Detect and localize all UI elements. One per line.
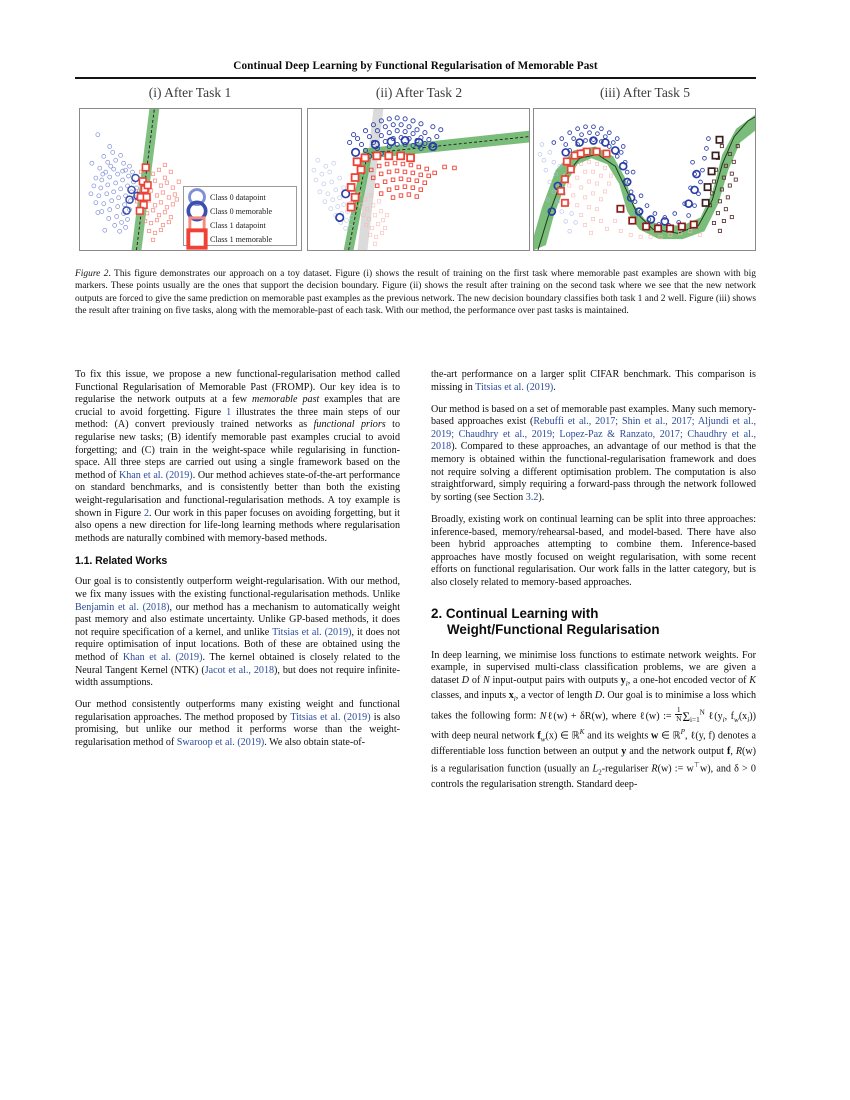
math-symbol-l: L [592,763,599,775]
legend-item-class1-memorable [184,232,294,246]
math-symbol-f2: f [726,746,731,758]
eq-n: N [539,710,547,722]
eq-part-5: , f [724,710,735,722]
text-run: is also promising, but unlike our method it performs worse than the weight-regularisation method of [75,711,401,749]
text-emph: functional priors [313,419,386,431]
figure-caption-text: . This figure demonstrates our approach on a toy dataset. Figure (i) shows the result of training on the first task where memorable past examples are shown with big markers. These points usually are the ones that support the decision boundary. Figure (ii) shows the result after training on the second task where we see that the new network outputs are forced to give the same prediction on memorable past examples as the previous network. The new decision boundary classifies both task 1 and 2 well. Figure (iii) shows the result after training on five tasks, along with the memorable-past of each task. With our method, the performance over past tasks is maintained. [75,269,756,317]
math-symbol-w: w [651,730,659,742]
paragraph-related-works-2 [75,699,400,749]
citation-link-swaroop-2019[interactable]: Swaroop et al. (2019) [176,737,265,749]
math-symbol-x: x [508,690,514,702]
text-run: -regulariser [601,763,652,775]
text-run: , a vector of length [515,690,595,702]
text-run: Our goal is to consistently outperform weight-regularisation. With our method, we fix many issues with the existing functional-regularisation methods. Unlike [75,576,400,600]
panel-title-i: (i) After Task 1 [148,85,232,100]
figure-panel-after-task-1 [79,108,302,251]
text-sep: ; [451,428,459,440]
text-run: . [553,381,556,393]
text-run: . Our goal is to minimise a loss which takes the following form: [431,690,756,722]
eq-sum-upper: N [699,708,705,717]
eq-sub-i: i [722,715,725,724]
text-run: ). [538,491,545,503]
section-heading-line-1: 2. Continual Learning with [431,605,599,621]
math-subscript-i: i [625,679,628,688]
text-run: (x) ∈ ℝ [545,730,580,742]
section-heading-line-2: Weight/Functional Regularisation [447,622,660,638]
paragraph-memorable-past [431,404,756,505]
text-run: the-art performance on a larger split CIFAR benchmark. This comparison is missing in [431,369,756,393]
citation-link-titsias-2019b[interactable]: Titsias et al. (2019) [290,711,371,723]
text-run: w), and δ > 0 controls the regularisation strength. Standard deep- [431,763,756,790]
math-subscript-i2: i [513,695,516,704]
text-run: to regularise new tasks; (B) identify memorable past examples crucial to avoid forgetting; and (C) train in the weight-space while regularising in function-space. All three steps are carried out using a single framework based on the method of [75,419,401,481]
panel-title-iii: (iii) After Task 5 [600,85,690,100]
math-symbol-y: y [620,674,626,686]
legend-label-class1-memorable: Class 1 memorable [210,234,273,244]
citation-link-shin[interactable]: Shin et al., 2017 [621,416,692,428]
legend-label-class0-memorable: Class 0 memorable [210,206,273,216]
eq-part-6: (x [738,710,748,722]
eq-part-2: (w) + δR(w), where [553,710,637,722]
legend-label-class1-datapoint: Class 1 datapoint [210,220,266,230]
legend-label-class0-datapoint: Class 0 datapoint [210,192,266,202]
math-symbol-d: D [594,690,603,702]
eq-part-3: (w) := [645,710,672,722]
citation-link-benjamin-2018[interactable]: Benjamin et al. (2018) [75,601,170,613]
text-run: . We also obtain state-of- [264,737,365,749]
figure-panel-after-task-5 [533,108,756,251]
text-run: (w) := w [657,763,694,775]
text-run: , it does not require optimisation of input locations. Both of these are obtained using the method of [75,626,400,663]
running-header-title: Continual Deep Learning by Functional Regularisation of Memorable Past [233,60,598,72]
class1-datapoints-2 [369,161,456,199]
figure-panels [75,108,756,253]
eq-frac-denominator: N [676,714,682,724]
panel-2-plot [308,109,529,250]
math-symbol-n: N [482,674,490,686]
section-heading-related-works: 1.1. Related Works [75,554,168,567]
figure-legend [183,186,297,246]
paragraph-deep-learning [431,650,756,792]
text-run: of [469,674,483,686]
math-subscript-2: 2 [598,768,602,777]
citation-link-khan-2019[interactable]: Khan et al. (2019) [118,469,193,481]
text-run: and its weights [584,730,652,742]
figure-panel-after-task-2 [307,108,530,251]
text-run: illustrates the three main steps of our method: (A) convert previously trained networks as [75,406,400,431]
math-symbol-r2: R [651,763,658,775]
text-run: , ℓ(y, f) denotes a differentiable loss function between an output [431,730,757,758]
paragraph-broadly: Broadly, existing work on continual learning can be split into three approaches: inference-based, memory/rehearsal-based, and model-based. There have also been hybrid approaches attempting to combine them. Inference-based approaches have mostly focused on weight regularisation, with some recent efforts on functional regularisation. Our work falls in the latter category, but is also closely related to memory-based approaches. [431,513,756,588]
figure-caption [75,268,756,317]
text-run: . The kernel obtained is closely related to the Neural Tangent Kernel (NTK) ( [75,651,401,676]
text-run: , [730,746,736,758]
eq-sub-w: w [734,715,739,724]
text-run: Our method is based on a set of memorable past examples. Many such memory-based approaches exist ( [431,403,756,428]
citation-link-titsias-2019c[interactable]: Titsias et al. (2019) [475,381,554,393]
text-run: , our method has a mechanism to automatically weight past memory and also estimate uncertainty. Unlike GP-based methods, it does not require specification of a kernel, and unlike [75,601,400,638]
paragraph-cifar [431,369,756,394]
text-run: classes, and inputs [431,690,509,702]
math-subscript-w: w [540,735,546,744]
text-run: input-output pairs with outputs [489,674,621,686]
paragraph-intro [75,369,400,545]
citation-link-section-3-2[interactable]: 3.2 [525,491,539,503]
math-superscript-k: K [579,728,585,737]
text-run: (w) is a regularisation function (usually an [431,746,756,775]
eq-frac-numerator: 1 [676,705,681,715]
text-run: In deep learning, we minimise loss functions to estimate network weights. For example, in supervised multi-class classification problems, we are given a dataset [431,649,756,686]
math-superscript-transpose: ⊤ [693,760,701,769]
math-symbol-f: f [537,730,541,742]
figure-2 [75,85,756,253]
big-square-icon [184,226,210,251]
citation-link-khan-2019b[interactable]: Khan et al. (2019) [122,651,203,663]
figure-caption-label: Figure 2 [75,269,109,279]
body-column-right [431,369,756,801]
header-rule [75,77,756,79]
citation-link-figure2[interactable]: 2 [143,507,150,519]
citation-link-titsias-2019[interactable]: Titsias et al. (2019) [272,626,352,638]
math-symbol-r: R [735,746,742,758]
citation-link-lopezpaz[interactable]: Lopez-Paz & Ranzato, 2017 [559,428,680,440]
eq-part-4: (y [714,710,723,722]
text-run: Our method consistently outperforms many existing weight and functional regularisation approaches. The method proposed by [75,699,400,723]
inline-equation: Nℓ(w) + δR(w), where ℓ(w) := $\frac{1}{N}$ $\Sigma_{i=1}^N$ $\ell(y_i$, $f_w(x_i)$) with [431,705,756,742]
citation-link-jacot-2018[interactable]: Jacot et al., 2018 [204,664,275,676]
citation-link-chaudhry-2019[interactable]: Chaudhry et al., 2019 [458,428,552,440]
eq-part-7: )) with [431,710,756,742]
class0-datapoints-1 [89,133,139,234]
body-column-left [75,369,400,759]
eq-sum-lower: i=1 [690,715,700,724]
citation-link-rebuffi[interactable]: Rebuffi et al., 2017 [533,416,616,428]
text-run: examples that are crucial to avoid forgetting. Figure [75,394,400,418]
section-heading-continual-learning [431,606,756,639]
paragraph-related-works-1 [75,576,400,689]
text-run: ). Compared to these approaches, an advantage of our method is that the memory is obtained within the functional-regularisation framework and does not require solving a different optimisation problem. The computation is also straightforward, simply requiring a forward-pass through the network followed by sorting (see Section [431,441,756,503]
citation-link-figure1[interactable]: 1 [226,406,232,418]
text-run: . Our method achieves state-of-the-art performance on standard benchmarks, and is consistently better than both the existing weight-regularisation and functional-regularisation methods. A toy example is shown in Figure [75,469,401,519]
eq-sub-i2: i [747,715,750,724]
math-symbol-y2: y [621,746,627,758]
text-run: . Our work in this paper focuses on avoiding forgetting, but it also opens a new direction for life-long learning methods where regularisation methods are naturally combined with memory-based methods. [75,507,400,544]
panel-title-ii: (ii) After Task 2 [375,85,463,100]
text-emph: memorable past [252,394,320,406]
text-sep: ; [679,428,688,440]
text-run: To fix this issue, we propose a new functional-regularisation method called Functional Regularisation of Memorable Past (FROMP). Our key idea is to regularise the network outputs at a few [75,369,400,406]
math-symbol-k: K [749,674,756,686]
text-sep: ; [552,428,560,440]
text-run: ), but does not require infinite-width assumptions. [75,664,400,689]
text-run: and the network output [626,746,727,758]
text-run: deep neural network [451,730,538,742]
figure-panel-titles [75,85,756,107]
panel-3-plot [534,109,755,250]
text-sep: ; [691,416,698,428]
eq-summation: Σ [682,708,691,724]
text-run: ∈ ℝ [658,730,681,742]
math-superscript-p: P [680,728,686,737]
math-symbol-dataset: D [461,674,470,686]
text-sep: ; [615,416,622,428]
citation-link-chaudhry-2018[interactable]: Chaudhry et al., 2018 [431,428,757,453]
citation-link-aljundi[interactable]: Aljundi et al., 2019 [431,416,757,440]
text-run: , a one-hot encoded vector of [627,674,750,686]
